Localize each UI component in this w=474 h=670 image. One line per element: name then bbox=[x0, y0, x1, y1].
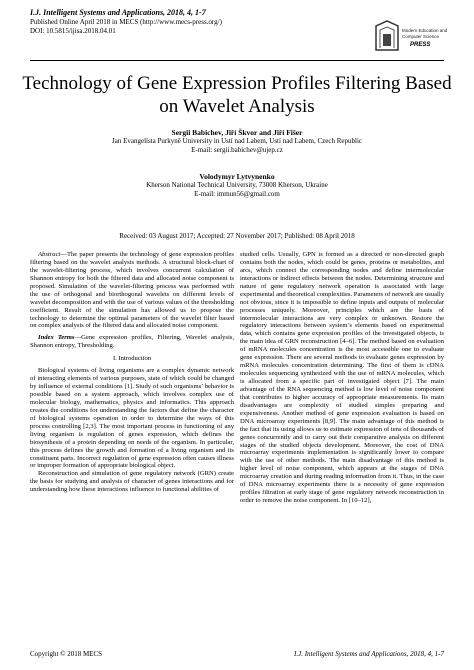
received-dates: Received: 03 August 2017; Accepted: 27 November 2017; Published: 08 April 2018 bbox=[119, 232, 355, 240]
doi: DOI: 10.5815/ijisa.2018.04.01 bbox=[30, 27, 116, 35]
mecs-logo-icon bbox=[372, 18, 402, 54]
author-email: E-mail: sergii.babichev@ujep.cz bbox=[191, 146, 283, 154]
right-column-paragraph: studied cells. Usually, GPN is formed as a directed or non-directed graph contains both the nodes, which could be genes, proteins or metabolites, and arcs, which connect the corresponding nodes and define intermolecular interactions or indirect effects between the nodes. Determining structure and nature of gene regulatory network operation is associated with large experimental and theoretical complexities. Parameters of network are usually not obvious, since it is impossible to define inputs and outputs of molecular processes uniquely. Moreover, principles which are the basis of intermolecular interactions are very complex or unknown. Restore the regulatory interactions between system’s elements based on experimental data, which contains gene expression profiles of the investigated objects, is the main idea of GRN reconstruction [4–6]. The method based on evaluation of mRNA molecules concentration is the most accessible one to evaluate gene expression. There are several methods to evaluate genes expression by mRNA molecules concentration determining. The first of them is cDNA molecules sequencing synthesized with the use of mRNA molecules, which is allocated from a specific part of investigated object [7]. The main advantage of the RNA sequencing method is low level of noise component that contributes to higher accuracy of appropriate measurements. Its main disadvantages are complexity of studied simples preparing and expensiveness. Another method of gene expression evaluation is based on DNA microarray experiments [8,9]. The main advantage of this method is the fact that its using allows us to estimate expression of tens of thousands of genes concurrently and to carry out their comparative analysis on different stages of the studied objects development. Moreover, the cost of DNA microarray experiments implementation is significantly lower to compare with the use of other methods. The main disadvantage of this method is higher level of noise component, which appears at the stages of DNA microarray creation and during reading information from it. Thus, in the case of DNA microarray experiments there is a necessity of gene expression profiles filtration at early stage of gene regulatory network reconstruction in order to remove the noise component. In [10–12], bbox=[240, 251, 444, 505]
publication-info: Published Online April 2018 in MECS (http://www.mecs-press.org/) bbox=[30, 18, 222, 26]
right-column bbox=[240, 251, 444, 505]
author-names: Volodymyr Lytvynenko bbox=[199, 172, 275, 181]
index-terms-label: Index Terms bbox=[38, 334, 75, 342]
journal-name: I.J. Intelligent Systems and Applications, 2018, 4, 1-7 bbox=[30, 8, 206, 17]
index-terms bbox=[30, 334, 234, 350]
paper-title: Technology of Gene Expression Profiles Filtering Based on Wavelet Analysis bbox=[22, 73, 452, 117]
author-block-2 bbox=[30, 172, 444, 199]
abstract bbox=[30, 251, 234, 330]
footer-journal: I.J. Intelligent Systems and Applications, 2018, 4, 1-7 bbox=[294, 650, 444, 658]
section-heading: I. Introduction bbox=[112, 355, 152, 363]
author-affiliation: Jan Evangelista Purkyně University in Ustí nad Labem, Ustí nad Labem, Czech Republic bbox=[112, 137, 362, 145]
publisher-press: PRESS bbox=[410, 42, 431, 48]
author-names: Sergii Babichev, Jiří Škvor and Jiří Fišer bbox=[171, 128, 303, 137]
left-column bbox=[30, 251, 234, 494]
footer-copyright: Copyright © 2018 MECS bbox=[30, 650, 103, 658]
author-block-1 bbox=[30, 128, 444, 155]
author-email: E-mail: immun56@gmail.com bbox=[194, 190, 280, 198]
publisher-name: Modern Education and Computer Science bbox=[402, 28, 448, 39]
author-affiliation: Kherson National Technical University, 73008 Kherson, Ukraine bbox=[146, 181, 328, 189]
intro-paragraph-2: Reconstruction and simulation of gene regulatory network (GRN) create the basis for studying and analysis of character of genes interactions and for understanding how these interactions influence to functional abilities of bbox=[30, 470, 234, 494]
index-terms-text: —Gene expression profiles, Filtering, Wavelet analysis, Shannon entropy, Thresholding. bbox=[30, 334, 235, 350]
publisher-logo bbox=[372, 18, 450, 58]
journal-header bbox=[30, 8, 360, 36]
header-rule bbox=[30, 60, 444, 61]
abstract-label: Abstract bbox=[38, 251, 61, 258]
intro-paragraph-1: Biological systems of living organisms are a complex dynamic network of interacting elements of various purposes, state of which could be changed by influence of external conditions [1]. Study of such organisms’ behavior is possible based on a system approach, which involves complex use of molecular biology, mathematics, physics and informatics. This approach creates the conditions for understanding the factors that define the character of biological systems operation in order to determine the ways of this process controlling [2,3]. The most important process in functioning of any living organism is regulation of genes expression, which defines the biosynthesis of a protein depending on needs of the organism. In particular, this process defines the growth and formation of a living organism and its constituent parts. Incorrect regulation of gene expression often causes illness or improper formation of appropriate biological object. bbox=[30, 367, 234, 470]
abstract-text: —The paper presents the technology of gene expression profiles filtering based on the wavelet analysis methods. A structural block-chart of the wavelet-filtering process, which involves concurrent calculation of Shannon entropy for both the filtered data and allocated noise component is proposed. Simulation of the wavelet-filtering process was performed with the use of orthogonal and biorthogonal wavelets on different levels of wavelet decomposition and with the use of various values of the thresholding coefficient. Result of the simulation has allowed us to propose the technology to determine the optimal parameters of the wavelet filter based on complex analysis of the filtered data and allocated noise component. bbox=[30, 251, 234, 330]
